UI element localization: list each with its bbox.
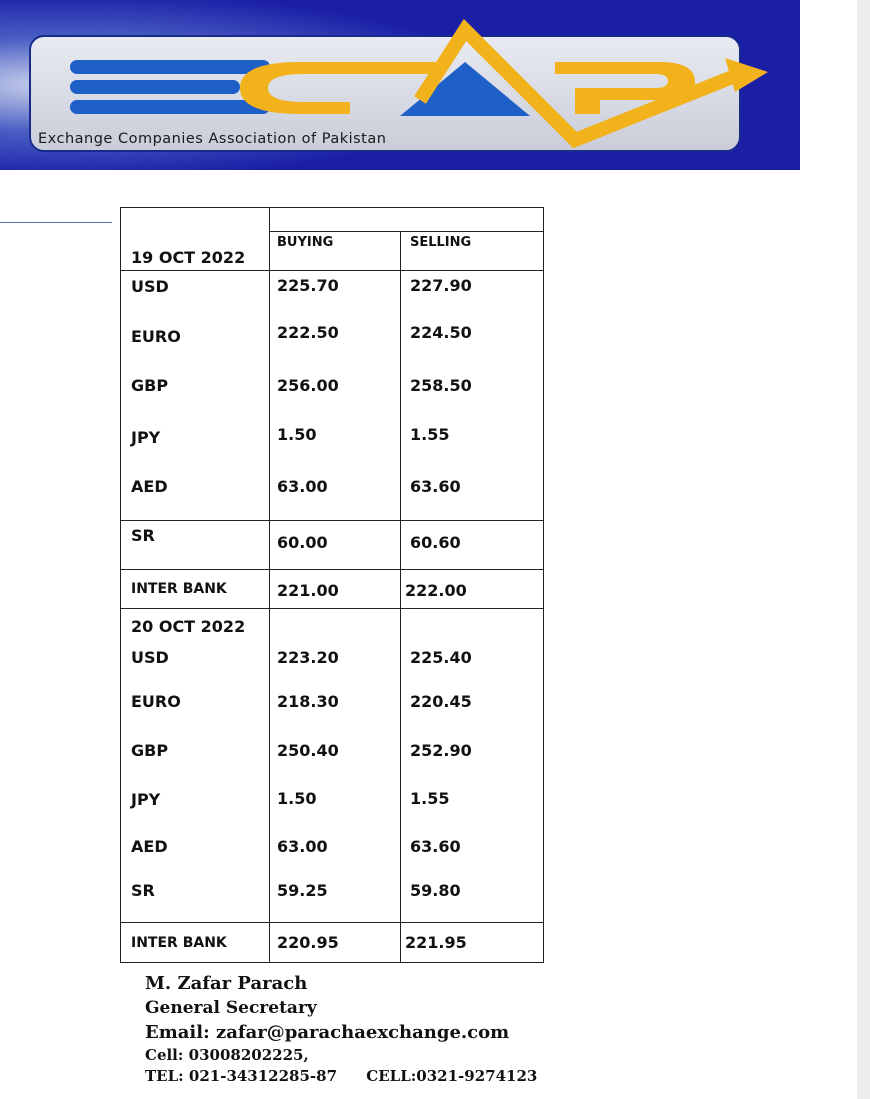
interbank-selling: 222.00	[405, 581, 467, 600]
selling-rate: 1.55	[410, 425, 450, 444]
selling-rate: 224.50	[410, 323, 472, 342]
buying-rate: 223.20	[277, 648, 339, 667]
exchange-rates-table	[120, 207, 544, 963]
decorative-rule	[0, 222, 112, 223]
currency-label: JPY	[131, 428, 161, 447]
row-divider	[121, 569, 543, 570]
selling-rate: 59.80	[410, 881, 461, 900]
signatory-name: M. Zafar Parach	[145, 973, 308, 994]
currency-label: JPY	[131, 790, 161, 809]
contact-line	[145, 1067, 537, 1085]
selling-rate: 1.55	[410, 789, 450, 808]
buying-rate: 1.50	[277, 789, 317, 808]
column-divider	[269, 208, 270, 962]
currency-label: AED	[131, 837, 168, 856]
signatory-cell2: CELL:0321-9274123	[366, 1067, 538, 1085]
ecap-banner	[0, 0, 800, 170]
buying-rate: 225.70	[277, 276, 339, 295]
interbank-buying: 221.00	[277, 581, 339, 600]
buying-rate: 250.40	[277, 741, 339, 760]
row-divider	[121, 608, 543, 609]
signatory-email: Email: zafar@parachaexchange.com	[145, 1022, 510, 1043]
buying-rate: 222.50	[277, 323, 339, 342]
buying-rate: 1.50	[277, 425, 317, 444]
selling-rate: 227.90	[410, 276, 472, 295]
signature-block	[145, 973, 537, 1088]
selling-rate: 63.60	[410, 477, 461, 496]
currency-label: EURO	[131, 327, 181, 346]
selling-rate: 220.45	[410, 692, 472, 711]
interbank-selling: 221.95	[405, 933, 467, 952]
currency-label: USD	[131, 277, 169, 296]
signatory-title: General Secretary	[145, 998, 317, 1018]
banner-tagline: Exchange Companies Association of Pakistan	[38, 131, 387, 147]
buying-rate: 60.00	[277, 533, 328, 552]
selling-rate: 60.60	[410, 533, 461, 552]
row-divider	[121, 270, 543, 271]
header-selling: SELLING	[410, 235, 472, 250]
buying-rate: 63.00	[277, 477, 328, 496]
page-edge-strip	[857, 0, 870, 1099]
buying-rate: 59.25	[277, 881, 328, 900]
currency-label: AED	[131, 477, 168, 496]
buying-rate: 256.00	[277, 376, 339, 395]
section-date: 20 OCT 2022	[131, 617, 246, 636]
interbank-label: INTER BANK	[131, 935, 227, 951]
currency-label: EURO	[131, 692, 181, 711]
currency-label: SR	[131, 881, 155, 900]
row-divider	[269, 231, 543, 232]
interbank-buying: 220.95	[277, 933, 339, 952]
buying-rate: 63.00	[277, 837, 328, 856]
section-date: 19 OCT 2022	[131, 248, 246, 267]
buying-rate: 218.30	[277, 692, 339, 711]
currency-label: USD	[131, 648, 169, 667]
row-divider	[121, 922, 543, 923]
column-divider	[400, 232, 401, 962]
signatory-tel: TEL: 021-34312285-87	[145, 1067, 338, 1085]
selling-rate: 258.50	[410, 376, 472, 395]
currency-label: SR	[131, 526, 155, 545]
currency-label: GBP	[131, 741, 169, 760]
selling-rate: 225.40	[410, 648, 472, 667]
header-buying: BUYING	[277, 235, 334, 250]
currency-label: GBP	[131, 376, 169, 395]
row-divider	[121, 520, 543, 521]
signatory-cell: Cell: 03008202225,	[145, 1046, 309, 1064]
selling-rate: 252.90	[410, 741, 472, 760]
selling-rate: 63.60	[410, 837, 461, 856]
interbank-label: INTER BANK	[131, 581, 227, 597]
